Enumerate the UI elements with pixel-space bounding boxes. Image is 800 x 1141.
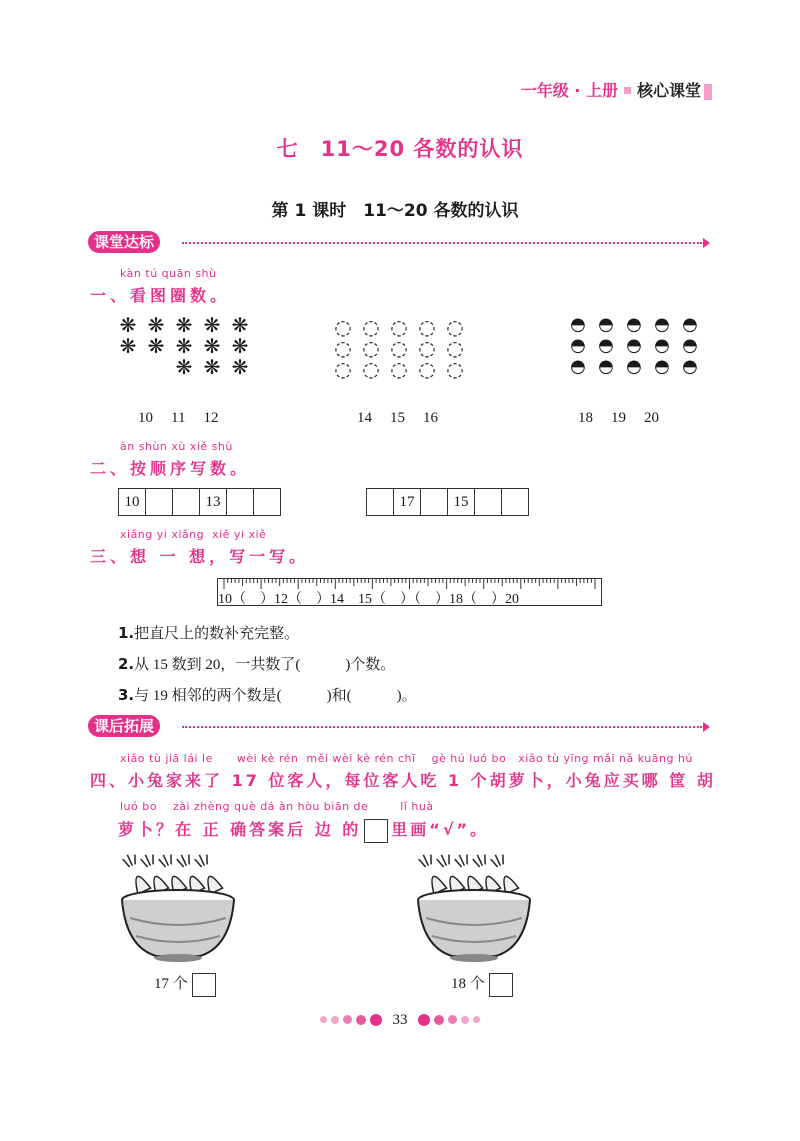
- option-number[interactable]: 12: [203, 410, 219, 426]
- sequence-box[interactable]: [421, 489, 448, 515]
- apple-icon: ◌: [418, 315, 436, 339]
- option-number[interactable]: 14: [357, 410, 372, 426]
- ruler-labels: 10（ ）12（ ）14 15（ ）（ ）18（ ）20: [218, 592, 519, 607]
- mushroom-icon: ◓: [570, 335, 586, 356]
- mushroom-icon: ◓: [570, 314, 586, 335]
- dot-icon: [418, 1014, 430, 1026]
- sequence-box[interactable]: [367, 489, 394, 515]
- option-number[interactable]: 20: [644, 410, 659, 426]
- q4-line2-end: 里画“√”。: [391, 820, 490, 839]
- basket-label: 18 个: [451, 976, 485, 992]
- q4-line1: 四、小兔家来了 17 位客人，每位客人吃 1 个胡萝卜，小兔应买哪 筐 胡: [90, 771, 716, 790]
- item-number: 1.: [118, 624, 135, 642]
- page-number: 33: [392, 1012, 408, 1028]
- option-number[interactable]: 19: [611, 410, 626, 426]
- carrot-basket-image: [412, 852, 536, 964]
- section-tag-classroom: 课堂达标: [88, 231, 160, 253]
- mushroom-icon: ◓: [654, 335, 670, 356]
- sequence-box[interactable]: [146, 489, 173, 515]
- mushroom-icon: ◓: [654, 314, 670, 335]
- sequence-box[interactable]: 15: [448, 489, 475, 515]
- butterfly-group: [118, 313, 255, 379]
- q3-item-1: [118, 622, 299, 643]
- q3-item-3: [118, 684, 417, 705]
- q4-line2-text: 萝卜？在 正 确答案后 边 的: [118, 820, 362, 839]
- butterfly-icon: ❋: [175, 334, 193, 358]
- butterfly-icon: ❋: [175, 313, 193, 337]
- page-footer: [0, 1010, 800, 1029]
- mushroom-icon: ◓: [626, 335, 642, 356]
- lesson-title: 第 1 课时 11～20 各数的认识: [271, 201, 519, 221]
- q3-pinyin: xiǎng yi xiǎng xiě yi xiě: [120, 528, 267, 541]
- q2-pinyin: àn shùn xù xiě shù: [120, 440, 233, 453]
- apple-icon: ◌: [390, 357, 408, 381]
- header-bar-icon: [704, 84, 712, 100]
- q1-options-3: [578, 410, 677, 427]
- mushroom-icon: ◓: [598, 314, 614, 335]
- option-number[interactable]: 18: [578, 410, 593, 426]
- q3-title: 三、想 一 想，写一写。: [90, 547, 310, 566]
- section-divider: [182, 242, 702, 244]
- dot-icon: [370, 1014, 382, 1026]
- sequence-box[interactable]: 13: [200, 489, 227, 515]
- butterfly-icon: ❋: [175, 355, 193, 379]
- series-label: 核心课堂: [636, 81, 701, 100]
- separator-icon: [624, 87, 631, 94]
- dot-icon: [320, 1016, 327, 1023]
- mushroom-icon: ◓: [570, 356, 586, 377]
- section-divider: [182, 726, 702, 728]
- apple-icon: ◌: [390, 336, 408, 360]
- mushroom-icon: ◓: [682, 335, 698, 356]
- q1-title: 一、看图圈数。: [90, 286, 231, 305]
- butterfly-icon: ❋: [119, 334, 137, 358]
- sequence-box[interactable]: [475, 489, 502, 515]
- dot-icon: [461, 1016, 469, 1024]
- butterfly-icon: ❋: [203, 355, 221, 379]
- sequence-boxes-2: [366, 488, 529, 516]
- butterfly-icon: ❋: [231, 313, 249, 337]
- apple-icon: ◌: [334, 336, 352, 360]
- item-text[interactable]: 与 19 相邻的两个数是( )和( )。: [134, 688, 417, 704]
- option-number[interactable]: 10: [138, 410, 153, 426]
- butterfly-icon: [146, 358, 166, 376]
- sequence-box[interactable]: 10: [119, 489, 146, 515]
- sequence-boxes-1: [118, 488, 281, 516]
- option-number[interactable]: 15: [390, 410, 405, 426]
- q4-pinyin-line2: luó bo zài zhèng què dá àn hòu biān de lǐ huà: [120, 800, 434, 813]
- section-tag-extension: 课后拓展: [88, 715, 160, 737]
- apple-icon: ◌: [334, 315, 352, 339]
- butterfly-icon: [118, 358, 138, 376]
- sequence-box[interactable]: 17: [394, 489, 421, 515]
- apple-icon: ◌: [446, 336, 464, 360]
- mushroom-icon: ◓: [682, 314, 698, 335]
- butterfly-icon: ❋: [147, 313, 165, 337]
- header: [0, 78, 712, 101]
- mushroom-group: [568, 316, 705, 376]
- dot-icon: [356, 1015, 366, 1025]
- butterfly-icon: ❋: [119, 313, 137, 337]
- example-box: [364, 819, 388, 843]
- apple-icon: ◌: [362, 315, 380, 339]
- apple-group: [333, 315, 470, 381]
- grade-label: 一年级 · 上册: [520, 81, 618, 100]
- q4-pinyin-line1: xiǎo tù jiā lái le wèi kè rén měi wèi kè rén chī gè hú luó bo xiǎo tù yīng mǎi nǎ kuāng hú: [120, 752, 693, 765]
- apple-icon: ◌: [362, 336, 380, 360]
- sequence-box[interactable]: [173, 489, 200, 515]
- option-number[interactable]: 11: [171, 410, 186, 426]
- carrot-basket-image: [116, 852, 240, 964]
- arrow-icon: [703, 722, 710, 732]
- apple-icon: ◌: [446, 315, 464, 339]
- butterfly-icon: ❋: [203, 313, 221, 337]
- sequence-box[interactable]: [502, 489, 528, 515]
- apple-icon: ◌: [390, 315, 408, 339]
- dot-icon: [343, 1015, 352, 1024]
- mushroom-icon: ◓: [654, 356, 670, 377]
- basket-option-2: [451, 972, 513, 997]
- q1-options-2: [357, 410, 456, 427]
- q3-item-2: [118, 653, 395, 674]
- chapter-title: 七 11～20 各数的认识: [276, 137, 524, 161]
- butterfly-icon: ❋: [203, 334, 221, 358]
- dot-icon: [331, 1016, 339, 1024]
- option-number[interactable]: 16: [423, 410, 438, 426]
- mushroom-icon: ◓: [626, 356, 642, 377]
- apple-icon: ◌: [418, 336, 436, 360]
- sequence-box[interactable]: [227, 489, 254, 515]
- butterfly-icon: ❋: [147, 334, 165, 358]
- mushroom-icon: ◓: [626, 314, 642, 335]
- sequence-box[interactable]: [254, 489, 280, 515]
- mushroom-icon: ◓: [598, 335, 614, 356]
- basket-option-1: [154, 972, 216, 997]
- q1-options-1: [138, 410, 236, 427]
- butterfly-icon: ❋: [231, 355, 249, 379]
- apple-icon: ◌: [446, 357, 464, 381]
- item-number: 2.: [118, 655, 135, 673]
- apple-icon: ◌: [418, 357, 436, 381]
- dot-icon: [448, 1015, 457, 1024]
- apple-icon: ◌: [334, 357, 352, 381]
- dot-icon: [434, 1015, 444, 1025]
- item-number: 3.: [118, 686, 135, 704]
- mushroom-icon: ◓: [682, 356, 698, 377]
- butterfly-icon: ❋: [231, 334, 249, 358]
- apple-icon: ◌: [362, 357, 380, 381]
- answer-box-17[interactable]: [192, 973, 216, 997]
- q1-pinyin: kàn tú quān shù: [120, 267, 217, 280]
- item-text: 把直尺上的数补充完整。: [134, 626, 300, 642]
- arrow-icon: [703, 238, 710, 248]
- answer-box-18[interactable]: [489, 973, 513, 997]
- basket-label: 17 个: [154, 976, 188, 992]
- q4-line2: [118, 817, 489, 843]
- mushroom-icon: ◓: [598, 356, 614, 377]
- dot-icon: [473, 1016, 480, 1023]
- item-text[interactable]: 从 15 数到 20，一共数了( )个数。: [134, 657, 396, 673]
- q2-title: 二、按顺序写数。: [90, 459, 251, 478]
